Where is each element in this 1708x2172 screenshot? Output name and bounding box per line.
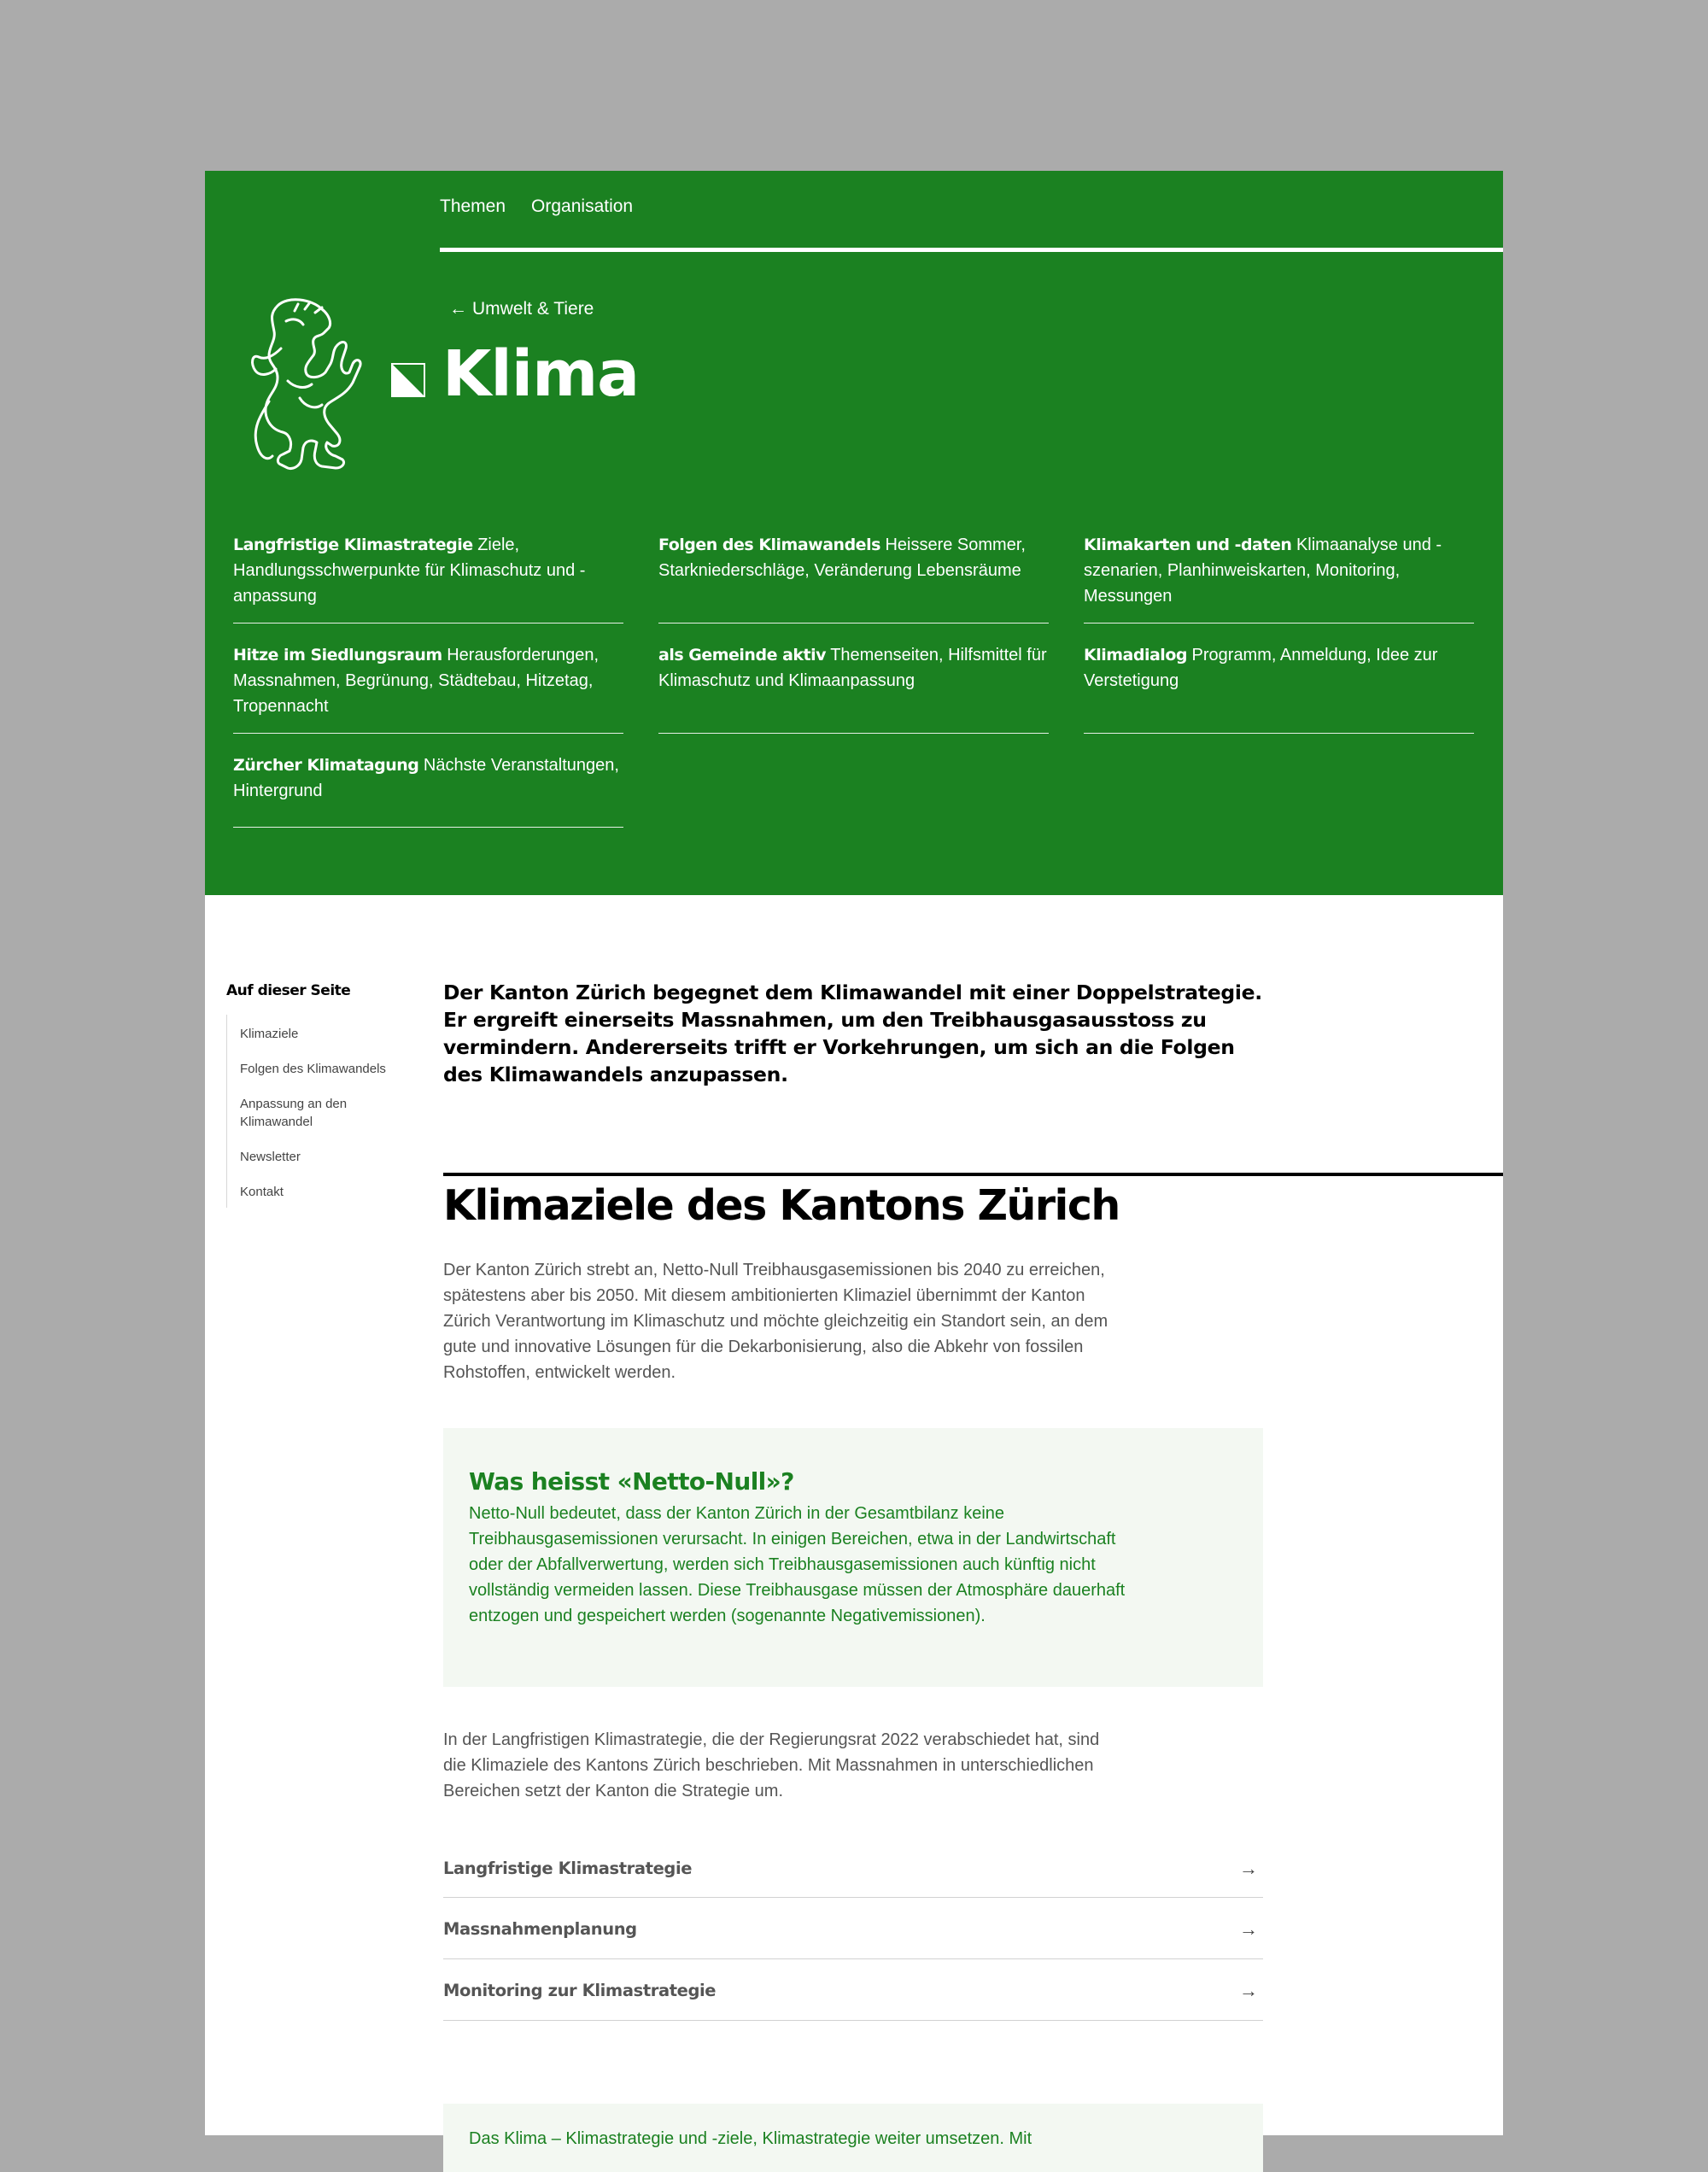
topic-card-hitze[interactable] <box>233 638 623 734</box>
link-label: Langfristige Klimastrategie <box>443 1859 693 1878</box>
topic-card-title: als Gemeinde aktiv <box>658 646 827 664</box>
topic-card-text: Nächste Veranstaltungen, Hintergrund <box>233 756 619 800</box>
section-paragraph-2: In der Langfristigen Klimastrategie, die der Regierungsrat 2022 verabschiedet hat, sind die Klimaziele des Kantons Zürich beschrieben. Mit Massnahmen in unterschiedlichen Bereichen setzt der Kanton die Strategie um. <box>443 1730 1100 1800</box>
top-navigation <box>440 196 633 217</box>
topic-card-text: Programm, Anmeldung, Idee zur Verstetigung <box>1084 646 1438 690</box>
toc-item-kontakt[interactable]: Kontakt <box>240 1185 284 1199</box>
hero-header <box>205 171 1503 895</box>
topic-card-text: Themenseiten, Hilfsmittel für Klimaschutz und Klimaanpassung <box>658 646 1047 690</box>
link-label: Massnahmenplanung <box>443 1919 637 1939</box>
topic-card-title: Hitze im Siedlungsraum <box>233 646 442 664</box>
page <box>205 171 1503 2148</box>
nav-item-organisation[interactable]: Organisation <box>531 196 634 216</box>
topic-card-klimakarten[interactable] <box>1084 528 1474 623</box>
link-list <box>443 1838 1263 2021</box>
info-box-2 <box>443 2104 1263 2172</box>
topic-grid <box>233 528 1474 842</box>
topic-card-title: Zürcher Klimatagung <box>233 756 419 775</box>
link-label: Monitoring zur Klimastrategie <box>443 1981 717 2000</box>
topic-card-klimastrategie[interactable] <box>233 528 623 623</box>
topic-card-title: Folgen des Klimawandels <box>658 536 880 554</box>
topic-card-text: Herausforderungen, Massnahmen, Begrünung, Städtebau, Hitzetag, Tropennacht <box>233 646 600 716</box>
section-paragraph-1: Der Kanton Zürich strebt an, Netto-Null Treibhausgasemissionen bis 2040 zu erreichen, spätestens aber bis 2050. Mit diesem ambitionierten Klimaziel übernimmt der Kanton Zürich Verantwortung im Klimaschutz und möchte gleichzeitig ein Standort sein, an dem gute und innovative Lösungen für die Dekarbonisierung, also die Abkehr von fossilen Rohstoffen, entwickelt werden. <box>443 1261 1108 1382</box>
topic-card-folgen[interactable] <box>658 528 1049 623</box>
section-heading: Klimaziele des Kantons Zürich <box>443 1181 1120 1230</box>
link-klimastrategie[interactable] <box>443 1838 1263 1898</box>
info-box-text: Netto-Null bedeutet, dass der Kanton Zürich in der Gesamtbilanz keine Treibhausgasemissionen verursacht. In einigen Bereichen, etwa in der Landwirtschaft oder der Abfallverwertung, werden sich Treibhausgasemissionen auch künftig nicht vollständig vermeiden lassen. Diese Treibhausgase müssen der Atmosphäre dauerhaft entzogen und gespeichert werden (sogenannte Negativemissionen). <box>469 1504 1126 1625</box>
lead-text: Der Kanton Zürich begegnet dem Klimawandel mit einer Doppelstrategie. Er ergreift einerseits Massnahmen, um den Treibhausgasausstoss zu vermindern. Andererseits trifft er Vorkehrungen, um sich an die Folgen des Klimawandels anzupassen. <box>443 981 1262 1086</box>
topic-card-gemeinde[interactable] <box>658 638 1049 734</box>
info-box <box>443 1428 1263 1687</box>
topic-card-title: Langfristige Klimastrategie <box>233 536 473 554</box>
back-link[interactable] <box>449 299 594 319</box>
table-of-contents <box>226 1015 419 1208</box>
topic-card-text: Heissere Sommer, Starkniederschläge, Veränderung Lebensräume <box>658 536 1026 580</box>
arrow-left-icon: ← <box>449 299 467 319</box>
toc-item-anpassung[interactable]: Anpassung an den Klimawandel <box>240 1097 348 1129</box>
nav-item-themen[interactable]: Themen <box>440 196 506 216</box>
toc-item-folgen[interactable]: Folgen des Klimawandels <box>240 1062 386 1076</box>
info-box-2-text: Das Klima – Klimastrategie und -ziele, Klimastrategie weiter umsetzen. Mit <box>469 2129 1032 2148</box>
zurich-flag-icon <box>391 363 425 397</box>
arrow-right-icon: → <box>1239 1917 1258 1940</box>
toc-title: Auf dieser Seite <box>226 982 351 999</box>
topic-card-title: Klimadialog <box>1084 646 1187 664</box>
link-massnahmenplanung[interactable] <box>443 1898 1263 1959</box>
arrow-right-icon: → <box>1239 1857 1258 1879</box>
toc-item-klimaziele[interactable]: Klimaziele <box>240 1027 299 1041</box>
zurich-lion-icon[interactable] <box>243 296 380 475</box>
topic-card-klimatagung[interactable] <box>233 748 623 828</box>
topic-card-text: Klimaanalyse und -szenarien, Planhinweiskarten, Monitoring, Messungen <box>1084 536 1442 606</box>
arrow-right-icon: → <box>1239 1979 1258 2001</box>
topic-card-text: Ziele, Handlungsschwerpunkte für Klimaschutz und -anpassung <box>233 536 586 606</box>
topic-card-klimadialog[interactable] <box>1084 638 1474 734</box>
topic-card-title: Klimakarten und -daten <box>1084 536 1292 554</box>
nav-divider <box>440 248 1503 252</box>
toc-item-newsletter[interactable]: Newsletter <box>240 1150 301 1164</box>
back-link-label: Umwelt & Tiere <box>472 299 594 319</box>
page-title: Klima <box>442 337 640 411</box>
link-monitoring[interactable] <box>443 1959 1263 2021</box>
info-box-title: Was heisst «Netto-Null»? <box>469 1467 794 1496</box>
section-divider <box>443 1173 1503 1176</box>
